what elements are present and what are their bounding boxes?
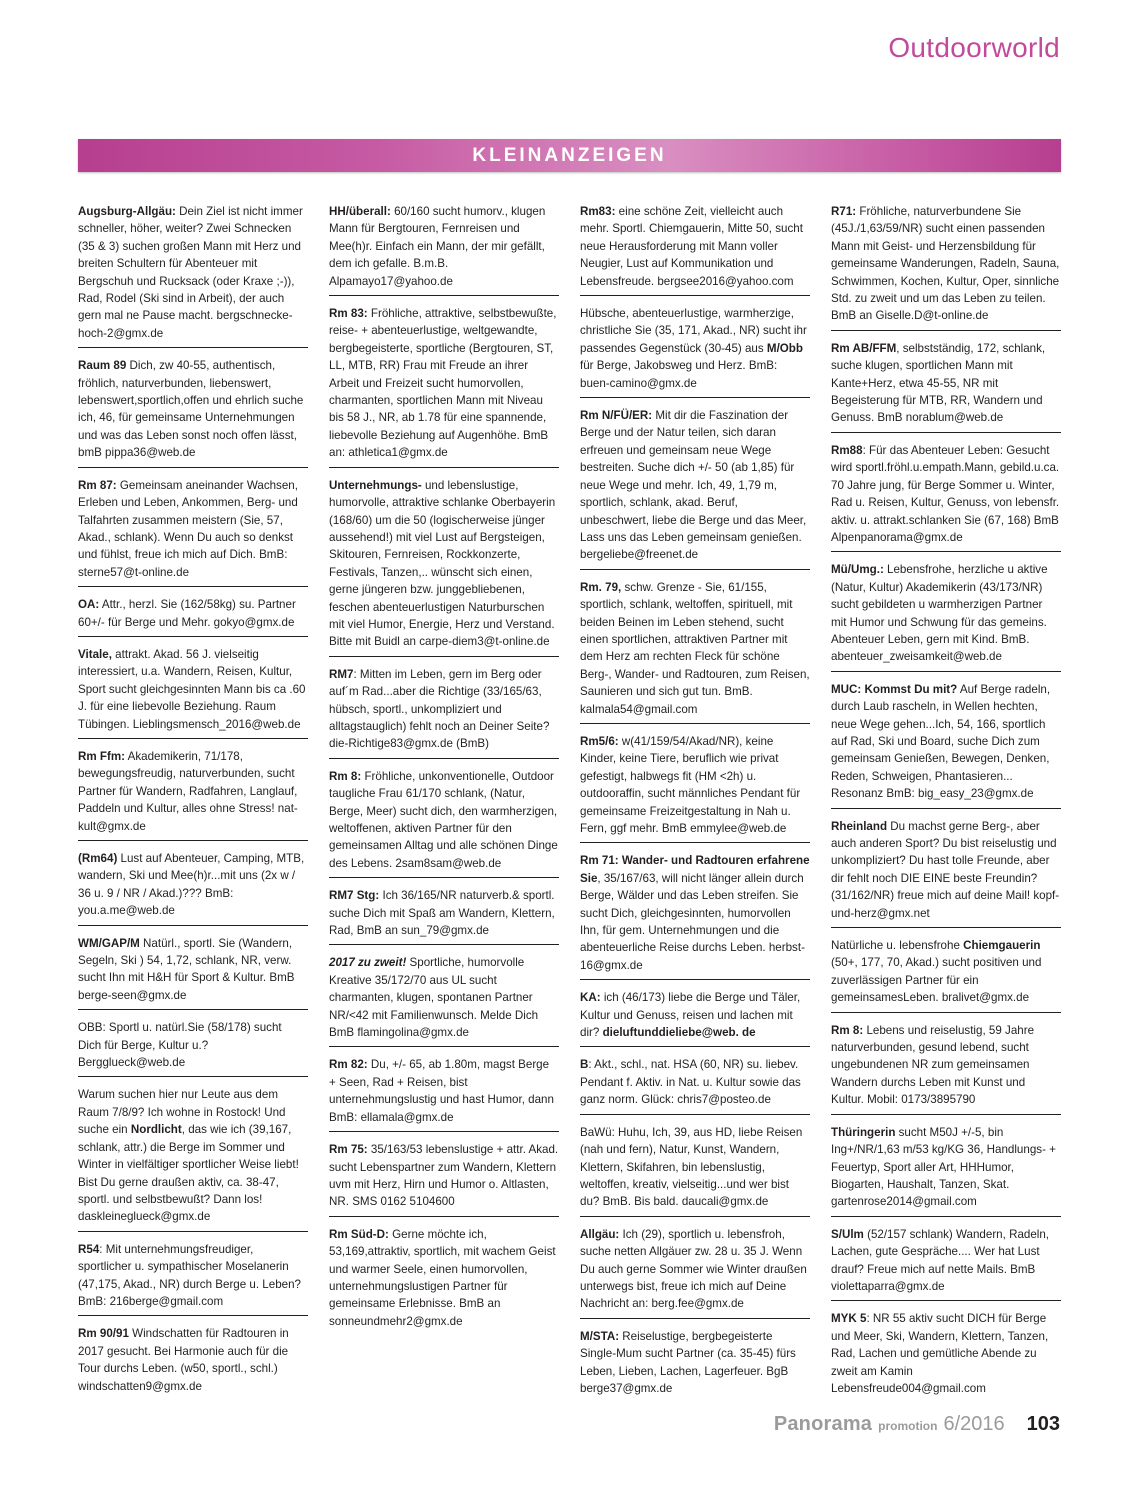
ad-lead: Rm 8:	[329, 769, 362, 783]
classified-ad	[580, 1122, 810, 1217]
ad-lead: Rm AB/FFM	[831, 341, 897, 355]
page-number: 103	[1026, 1413, 1060, 1435]
ad-lead: Vitale,	[78, 647, 112, 661]
classified-ad	[831, 1224, 1061, 1302]
classified-ad	[831, 1122, 1061, 1217]
classified-ad	[78, 475, 308, 587]
ad-text: Lust auf Abenteuer, Camping, MTB, wandern, Ski und Mee(h)r...mit uns (2x w / 36 u. 9 / NR / Akad.)??? BmB: you.a.me@web.de	[78, 852, 305, 918]
ad-lead: M/STA:	[580, 1329, 620, 1343]
ad-text: Dein Ziel ist nicht immer schneller, höher, weiter? Zwei Schnecken (35 & 3) suchen großen Mann mit Herz und breiten Schultern für Abenteuer mit Bergschuh und Rucksack (oder Kraxe ;-)), Rad, Rodel (Ski sind in Arbeit), der auch gern mal ne Pause macht. bergschnecke-hoch-2@gmx.de	[78, 205, 303, 340]
classified-ad	[580, 303, 810, 398]
ad-lead: Rm 8:	[831, 1023, 864, 1037]
ad-lead: HH/überall:	[329, 205, 391, 218]
ad-text: Mit dir die Faszination der Berge und der Natur teilen, sich daran erfreuen und gemeinsam neue Wege bestreiten. Suche dich +/- 50 (ab 1,85) für neue Wege und mehr. Ich, 49, 1,79 m, sportlich, schlank, akad. Beruf, unbeschwert, liebe die Berge und das Meer, Lass uns das Leben gemeinsam genießen. bergeliebe@freenet.de	[580, 409, 807, 562]
page-footer	[774, 1413, 1060, 1436]
ad-text: Fröhliche, unkonventionelle, Outdoor taugliche Frau 61/170 schlank, (Natur, Berge, Meer) sucht dich, den warmherzigen, weltoffenen, aktiven Partner für den gemeinsamen Alltag und alle schönen Dinge des Lebens. 2sam8sam@web.de	[329, 769, 558, 870]
ad-text: Natürl., sportl. Sie (Wandern, Segeln, Ski ) 54, 1,72, schlank, NR, verw. sucht Ihn mit H&H für Sport & Kultur. BmB berge-seen@gmx.de	[78, 936, 295, 1002]
classified-ad	[329, 1054, 559, 1132]
classified-ad	[78, 201, 308, 348]
issue-number: 6/2016	[943, 1413, 1005, 1435]
ad-text: Gerne möchte ich, 53,169,attraktiv, sportlich, mit wachem Geist und warmer Seele, einen humorvollen, unternehmungslustigen Partner für gemeinsame Erlebnisse. BmB an sonneundmehr2@gmx.de	[329, 1227, 556, 1328]
ad-lead: OA:	[78, 598, 100, 612]
ad-text: Hübsche, abenteuerlustige, warmherzige, christliche Sie (35, 171, Akad., NR) sucht ihr passendes Gegenstück (30-45) aus	[580, 307, 807, 355]
ad-lead: Rm 83:	[329, 307, 368, 321]
column-1	[78, 201, 308, 1407]
classified-ad	[329, 475, 559, 657]
ad-text: sucht M50J +/-5, bin Ing+/NR/1,63 m/53 kg/KG 36, Handlungs- + Feuertyp, Sport aller Art, HHHumor, Biogarten, Haushalt, Tanzen, Skat. gartenrose2014@gmail.com	[831, 1125, 1056, 1209]
ad-lead: Thüringerin	[831, 1125, 896, 1139]
ad-text: : Mitten im Leben, gern im Berg oder auf´m Rad...aber die Richtige (33/165/63, hübsch, sportl., unkompliziert und alltagstauglich) fehlt noch an Deiner Seite? die-Richtige83@gmx.de (BmB)	[329, 667, 550, 751]
classified-ad	[831, 201, 1061, 331]
ad-lead: Rheinland	[831, 819, 888, 833]
ad-text: Reiselustige, bergbegeisterte Single-Mum sucht Partner (ca. 35-45) fürs Leben, Lieben, Lachen, Lagerfeuer. BgB berge37@gmx.de	[580, 1329, 796, 1395]
classified-ad	[580, 1054, 810, 1114]
ad-lead: Rm83:	[580, 205, 616, 218]
ad-lead: RM7 Stg:	[329, 889, 380, 903]
classified-ad	[329, 1224, 559, 1335]
ad-lead: MUC: Kommst Du mit?	[831, 682, 958, 696]
ad-lead: Rm Süd-D:	[329, 1227, 389, 1241]
ad-lead: Allgäu:	[580, 1227, 620, 1241]
ad-text: Windschatten für Radtouren in 2017 gesucht. Bei Harmonie auch für die Tour durchs Leben. (w50, sportl., schl.) windschatten9@gmx.de	[78, 1327, 289, 1393]
ad-lead: Mü/Umg.:	[831, 563, 884, 577]
classified-ad	[78, 355, 308, 467]
ad-lead: MYK 5	[831, 1312, 867, 1326]
classified-ad	[78, 1323, 308, 1400]
classified-ad	[831, 559, 1061, 671]
ad-text: Attr., herzl. Sie (162/58kg) su. Partner 60+/- für Berge und Mehr. gokyo@gmx.de	[78, 598, 296, 629]
classified-ad	[329, 303, 559, 468]
classified-ad	[580, 1224, 810, 1319]
ad-lead: Raum 89	[78, 359, 127, 373]
classified-ad	[580, 987, 810, 1047]
ad-text: OBB: Sportl u. natürl.Sie (58/178) sucht Dich für Berge, Kultur u.? Bergglueck@web.de	[78, 1021, 282, 1070]
promotion-label: promotion	[878, 1419, 938, 1433]
ad-highlight: Chiemgauerin	[963, 939, 1041, 953]
ad-text: (52/157 schlank) Wandern, Radeln, Lachen, gute Gespräche.... Wer hat Lust drauf? Freue mich auf nette Mails. BmB violettaparra@gmx.de	[831, 1227, 1050, 1293]
ad-text: schw. Grenze - Sie, 61/155, sportlich, schlank, weltoffen, spirituell, mit beiden Beinen im Leben stehend, sucht einen sportlichen, attraktiven Partner mit dem Herz am rechten Fleck für schöne Berg-, Wander- und Radtouren, zum Reisen, Saunieren und sich gut tun. BmB. kalmala54@gmail.com	[580, 580, 810, 716]
ad-text: Warum suchen hier nur Leute aus dem Raum 7/8/9? Ich wohne in Rostock! Und suche ein	[78, 1088, 286, 1137]
ad-text: Lebensfrohe, herzliche u aktive (Natur, Kultur) Akademikerin (43/173/NR) sucht gebildeten u warmherzigen Partner mit Humor und Schwung für das gemeins. Abenteuer Leben, gern mit Kind. BmB. abenteuer_zweisamkeit@web.de	[831, 563, 1048, 664]
ad-lead: Rm 82:	[329, 1058, 368, 1072]
classified-ad	[831, 440, 1061, 552]
ad-text: Du machst gerne Berg-, aber auch anderen Sport? Du bist reiselustig und unkompliziert? Du hast tolle Freunde, aber dir fehlt noch DIE EINE beste Freundin? (31/162/NR) freue mich auf deine Mail! kopf-und-herz@gmx.net	[831, 819, 1060, 920]
ad-text: ich (46/173) liebe die Berge und Täler, Kultur und Genuss, reisen und lachen mit dir?	[580, 991, 801, 1040]
classified-ad	[580, 405, 810, 570]
column-2	[329, 201, 559, 1342]
ad-text: Lebens und reiselustig, 59 Jahre naturverbunden, gesund lebend, sucht ungebundenen NR zum gemeinsamen Wandern durchs Leben mit Kunst und Kultur. Mobil: 0173/3895790	[831, 1023, 1035, 1107]
ad-text: BaWü: Huhu, Ich, 39, aus HD, liebe Reisen (nah und fern), Natur, Kunst, Wandern, Klettern, Skifahren, bin lebenslustig, weltoffen, kreativ, vielseitig...und wer bist du? BmB. Bis bald. daucali@gmx.de	[580, 1125, 803, 1209]
ad-lead: Rm 71: Wander- und Radtouren erfahrene Sie	[580, 854, 810, 885]
classifieds-banner	[78, 139, 1061, 172]
ad-lead: (Rm64)	[78, 852, 118, 865]
ad-lead: Rm 75:	[329, 1143, 368, 1157]
ad-text: Du, +/- 65, ab 1.80m, magst Berge + Seen, Rad + Reisen, bist unternehmungslustig und hast Humor, dann BmB: ellamala@gmx.de	[329, 1058, 554, 1124]
ad-highlight: M/Obb	[766, 341, 803, 355]
classified-ad	[329, 885, 559, 945]
classified-ad	[831, 935, 1061, 1013]
classified-ad	[78, 1084, 308, 1231]
ad-lead: Rm Ffm:	[78, 749, 126, 763]
ad-text: eine schöne Zeit, vielleicht auch mehr. Sportl. Chiemgauerin, Mitte 50, sucht neue Herausforderung mit Mann voller Neugier, Lust auf Kommunikation und Lebensfreude. bergsee2016@yahoo.com	[580, 205, 803, 288]
ad-text: und lebenslustige, humorvolle, attraktive schlanke Oberbayerin (168/60) um die 50 (logischerweise jünger aussehend!) mit viel Lust auf Bergsteigen, Skitouren, Fernreisen, Rockkonzerte, Festivals, Tanzen,.. wünscht sich einen, gerne jüngeren bzw. junggebliebenen, feschen abenteuerlustigen Naturburschen mit viel Humor, Energie, Herz und Verstand. Bitte mit Buidl an carpe-diem3@t-online.de	[329, 478, 556, 649]
ad-text: , 35/167/63, will nicht länger allein durch Berge, Wälder und das Leben streifen. Sie sucht Dich, gleichgesinnten, humorvollen Ihn, für gem. Unternehmungen und die abenteuerliche Reise durchs Leben. herbst-16@gmx.de	[580, 871, 805, 972]
ad-text: Natürliche u. lebensfrohe	[831, 939, 964, 953]
ad-text: Ich (29), sportlich u. lebensfroh, suche netten Allgäuer zw. 28 u. 35 J. Wenn Du auch gerne Sommer wie Winter draußen unterwegs bist, freue ich mich auf Deine Nachricht an: berg.fee@gmx.de	[580, 1227, 807, 1311]
ad-lead: Rm88	[831, 443, 863, 457]
classified-ad	[329, 1139, 559, 1217]
ad-text: Sportliche, humorvolle Kreative 35/172/70 aus UL sucht charmanten, klugen, spontanen Partner NR/<42 mit Familienwunsch. Melde Dich BmB flamingolina@gmx.de	[329, 956, 539, 1040]
classified-ad	[580, 201, 810, 296]
ad-lead: WM/GAP/M	[78, 936, 140, 950]
classified-ad	[580, 1326, 810, 1403]
section-title: Outdoorworld	[888, 32, 1060, 63]
ad-lead: Rm. 79,	[580, 580, 622, 594]
classifieds-columns	[78, 201, 1061, 1406]
ad-text: Akademikerin, 71/178, bewegungsfreudig, naturverbunden, sucht Partner für Wandern, Radfahren, Langlauf, Paddeln und Kultur, alles ohne Stress! nat-kult@gmx.de	[78, 749, 298, 833]
ad-text: Dich, zw 40-55, authentisch, fröhlich, naturverbunden, liebenswert, lebenswert,sportlich,offen und ehrlich suche ich, 46, für gemeinsame Unternehmungen und was das Leben sonst noch offen lässt, bmB pippa36@web.de	[78, 359, 304, 460]
classified-ad	[78, 1017, 308, 1077]
ad-text: 35/163/53 lebenslustige + attr. Akad. sucht Lebenspartner zum Wandern, Klettern uvm mit Herz, Hirn und Humor o. Altlasten, NR. SMS 0162 5104600	[329, 1143, 559, 1209]
ad-lead: Rm N/FÜ/ER:	[580, 409, 653, 423]
ad-text-tail: , das wie ich (39,167, schlank, attr.) die Berge im Sommer und Winter in vielfältiger sportlicher Weise liebt! Bist Du gerne draußen aktiv, ca. 38-47, sportl. und selbstbewußt? Dann los! daskleineglueck@gmx.de	[78, 1123, 299, 1224]
ad-text: , selbstständig, 172, schlank, suche klugen, sportlichen Mann mit Kante+Herz, etwa 45-55, NR mit Begeisterung für MTB, RR, Wandern und Genuss. BmB norablum@web.de	[831, 341, 1046, 425]
classified-ad	[329, 201, 559, 296]
classified-ad	[329, 766, 559, 878]
classified-ad	[78, 746, 308, 841]
classified-ad	[580, 731, 810, 843]
ad-lead: RM7	[329, 667, 354, 681]
ad-lead: R54	[78, 1242, 100, 1256]
ad-lead: S/Ulm	[831, 1227, 864, 1241]
classified-ad	[831, 1308, 1061, 1402]
ad-lead: Rm5/6:	[580, 734, 619, 748]
column-3	[580, 201, 810, 1409]
magazine-name: Panorama	[773, 1413, 873, 1435]
classified-ad	[831, 1020, 1061, 1115]
ad-text-tail: (50+, 177, 70, Akad.) sucht positiven und zuverlässigen Partner für ein gemeinsamesLeben. bralivet@gmx.de	[831, 956, 1042, 1005]
ad-text: Fröhliche, naturverbundene Sie (45J./1,63/59/NR) sucht einen passenden Mann mit Geist- und Herzensbildung für gemeinsame Wanderungen, Radeln, Sauna, Schwimmen, Kochen, Kultur, Oper, sinnliche Std. zu zweit und um das Leben zu teilen. BmB an Giselle.D@t-online.de	[831, 205, 1060, 323]
ad-lead: 2017 zu zweit!	[329, 956, 407, 970]
ad-text: : Akt., schl., nat. HSA (60, NR) su. liebev. Pendant f. Aktiv. in Nat. u. Kultur sowie das ganz norm. Glück: chris7@posteo.de	[580, 1058, 801, 1107]
classified-ad	[329, 952, 559, 1047]
classified-ad	[831, 816, 1061, 928]
ad-text: : Mit unternehmungsfreudiger, sportlicher u. sympathischer Moselanerin (47,175, Akad., NR) durch Berge u. Leben? BmB: 216berge@gmail.com	[78, 1242, 301, 1308]
ad-text: Gemeinsam aneinander Wachsen, Erleben und Leben, Ankommen, Berg- und Talfahrten zusammen meistern (Sie, 57, Akad., schlank). Wenn Du auch so denkst und fühlst, freue ich mich auf Dich. BmB: sterne57@t-online.de	[78, 478, 298, 579]
ad-lead: R71:	[831, 205, 857, 218]
ad-lead: Augsburg-Allgäu:	[78, 205, 176, 218]
ad-text: Fröhliche, attraktive, selbstbewußte, reise- + abenteuerlustige, weltgewandte, bergbegeisterte, sportliche (Bergtouren, ST, LL, MTB, RR) Frau mit Freude an ihrer Arbeit und Freizeit sucht humorvollen, charmanten, sportlichen Mann mit Niveau bis 58 J., NR, ab 1.78 für eine spannende, liebevolle Beziehung auf Augenhöhe. BmB an: athletica1@gmx.de	[329, 307, 557, 460]
ad-text: Auf Berge radeln, durch Laub rascheln, in Wellen hechten, neue Wege gehen...Ich, 54, 166, sportlich auf Rad, Ski und Board, suche Dich zum gemeinsam Genießen, Bewegen, Denken, Reden, Schweigen, Phantasieren... Resonanz BmB: big_easy_23@gmx.de	[831, 682, 1051, 801]
ad-lead: KA:	[580, 991, 601, 1005]
classified-ad	[831, 679, 1061, 809]
classified-ad	[831, 338, 1061, 433]
ad-text: w(41/159/54/Akad/NR), keine Kinder, keine Tiere, beruflich wie privat gefestigt, halbwegs fit (HM <2h) u. outdooraffin, sucht männliches Pendant für gemeinsame Freizeitgestaltung in Nah u. Fern, ggf mehr. BmB emmylee@web.de	[580, 734, 801, 835]
classified-ad	[78, 644, 308, 739]
ad-lead: B	[580, 1058, 589, 1072]
ad-text: 60/160 sucht humorv., klugen Mann für Bergtouren, Fernreisen und Mee(h)r. Einfach ein Mann, der mir gefällt, dem ich gefalle. B.m.B. Alpamayo17@yahoo.de	[329, 205, 546, 288]
classified-ad	[78, 933, 308, 1011]
ad-lead: Rm 87:	[78, 478, 117, 492]
ad-lead: Rm 90/91	[78, 1327, 129, 1341]
classified-ad	[580, 850, 810, 980]
ad-text-tail: für Berge, Jakobsweg und Herz. BmB: buen-camino@gmx.de	[580, 359, 778, 390]
ad-text: : NR 55 aktiv sucht DICH für Berge und Meer, Ski, Wandern, Klettern, Tanzen, Rad, Lachen und gemütliche Abende zu zweit am Kamin Lebensfreude004@gmail.com	[831, 1312, 1049, 1395]
classified-ad	[78, 1239, 308, 1317]
classified-ad	[329, 664, 559, 759]
classified-ad	[580, 577, 810, 724]
ad-text: Ich 36/165/NR naturverb.& sportl. suche Dich mit Spaß am Wandern, Klettern, Rad, BmB an sun_79@gmx.de	[329, 889, 555, 938]
ad-lead: Unternehmungs-	[329, 478, 422, 492]
banner-title: KLEINANZEIGEN	[472, 145, 667, 166]
ad-highlight: dieluftunddieliebe@web. de	[602, 1026, 756, 1040]
column-4	[831, 201, 1061, 1409]
ad-highlight: Nordlicht	[130, 1123, 182, 1137]
ad-text: attrakt. Akad. 56 J. vielseitig interessiert, u.a. Wandern, Reisen, Kultur, Sport sucht gleichgesinnten Mann bis ca .60 J. für eine liebevolle Beziehung. Raum Tübingen. Lieblingsmensch_2016@web.de	[78, 647, 306, 731]
classified-ad	[78, 848, 308, 926]
ad-text: : Für das Abenteuer Leben: Gesucht wird sportl.fröhl.u.empath.Mann, gebild.u.ca. 70 Jahre jung, für Berge Sommer u. Winter, Rad u. Reisen, Kultur, Genuss, von lebensfr. aktiv. u. attrakt.schlanken Sie (67, 168) BmB Alpenpanorama@gmx.de	[831, 443, 1060, 544]
classified-ad	[78, 594, 308, 637]
